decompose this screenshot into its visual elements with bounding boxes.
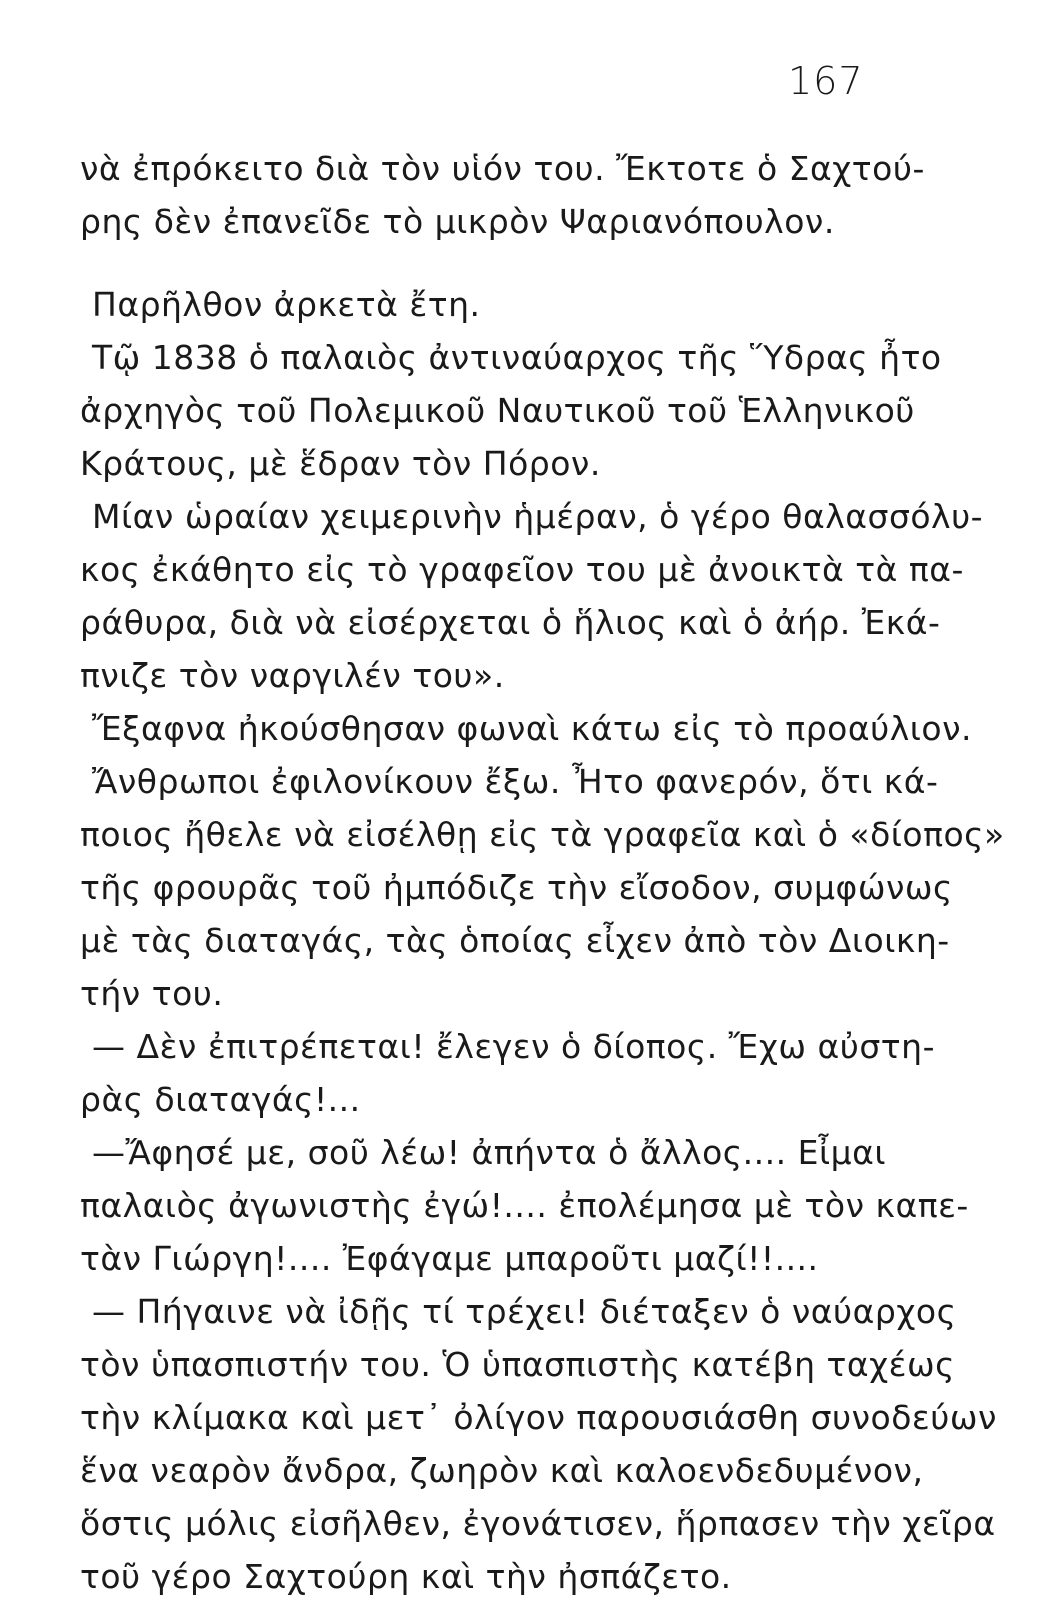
text-line: τὰν Γιώργη!.... Ἐφάγαμε μπαροῦτι μαζί!!.... [80, 1239, 819, 1278]
text-line: Κράτους, μὲ ἕδραν τὸν Πόρον. [80, 444, 601, 483]
text-line: — Πήγαινε νὰ ἰδῇς τί τρέχει! διέταξεν ὁ ναύαρχος [92, 1292, 957, 1331]
text-line: ἕνα νεαρὸν ἄνδρα, ζωηρὸν καὶ καλοενδεδυμένον, [80, 1451, 924, 1490]
text-line: — Δὲν ἐπιτρέπεται! ἔλεγεν ὁ δίοπος. Ἔχω αὐστη- [92, 1027, 935, 1066]
text-line: —Ἄφησέ με, σοῦ λέω! ἀπήντα ὁ ἄλλος.... Εἶμαι [92, 1133, 887, 1172]
text-line: ρὰς διαταγάς!... [80, 1080, 361, 1119]
text-line: τῆς φρουρᾶς τοῦ ἠμπόδιζε τὴν εἴσοδον, συμφώνως [80, 868, 953, 907]
text-line: Μίαν ὡραίαν χειμερινὴν ἡμέραν, ὁ γέρο θαλασσόλυ- [92, 497, 984, 536]
text-line: πνιζε τὸν ναργιλέν του». [80, 656, 505, 695]
text-line: ρης δὲν ἐπανεῖδε τὸ μικρὸν Ψαριανόπουλον. [80, 202, 835, 241]
text-line: Παρῆλθον ἀρκετὰ ἔτη. [92, 285, 481, 324]
text-line: νὰ ἐπρόκειτο διὰ τὸν υἱόν του. Ἔκτοτε ὁ Σαχτού- [80, 149, 925, 188]
text-line: ὅστις μόλις εἰσῆλθεν, ἐγονάτισεν, ἥρπασεν τὴν χεῖρα [80, 1504, 996, 1543]
text-line: μὲ τὰς διαταγάς, τὰς ὁποίας εἶχεν ἀπὸ τὸν Διοικη- [80, 921, 950, 960]
text-line: Ἔξαφνα ἠκούσθησαν φωναὶ κάτω εἰς τὸ προαύλιον. [92, 709, 973, 748]
page-number: 167 [788, 59, 864, 103]
text-line: ἀρχηγὸς τοῦ Πολεμικοῦ Ναυτικοῦ τοῦ Ἑλληνικοῦ [80, 391, 915, 430]
text-line: παλαιὸς ἀγωνιστὴς ἐγώ!.... ἐπολέμησα μὲ τὸν καπε- [80, 1186, 969, 1225]
text-line: ποιος ἤθελε νὰ εἰσέλθῃ εἰς τὰ γραφεῖα καὶ ὁ «δίοπος» [80, 815, 1005, 854]
text-line: τοῦ γέρο Σαχτούρη καὶ τὴν ἠσπάζετο. [80, 1557, 732, 1596]
text-line: Τῷ 1838 ὁ παλαιὸς ἀντιναύαρχος τῆς Ὕδρας ἦτο [92, 338, 942, 377]
text-line: τὴν κλίμακα καὶ μετ᾽ ὀλίγον παρουσιάσθη συνοδεύων [80, 1398, 997, 1437]
text-line: ράθυρα, διὰ νὰ εἰσέρχεται ὁ ἥλιος καὶ ὁ ἀήρ. Ἐκά- [80, 603, 941, 642]
body-text [80, 142, 1005, 1603]
text-line: τὸν ὑπασπιστήν του. Ὁ ὑπασπιστὴς κατέβη ταχέως [80, 1345, 955, 1384]
text-line: τήν του. [80, 974, 224, 1013]
text-line: κος ἐκάθητο εἰς τὸ γραφεῖον του μὲ ἀνοικτὰ τὰ πα- [80, 550, 964, 589]
text-line: Ἄνθρωποι ἐφιλονίκουν ἔξω. Ἦτο φανερόν, ὅτι κά- [92, 762, 939, 801]
paragraph-gap [80, 248, 900, 278]
